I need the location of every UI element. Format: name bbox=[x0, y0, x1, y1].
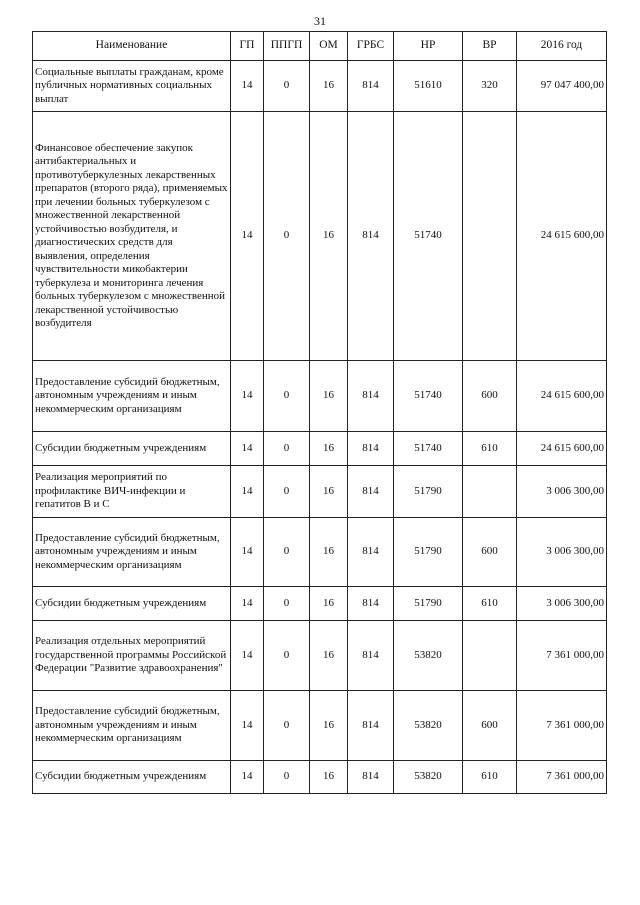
row-om: 16 bbox=[310, 761, 348, 794]
row-nr: 51790 bbox=[394, 466, 463, 518]
row-name: Субсидии бюджетным учреждениям bbox=[33, 587, 231, 621]
row-nr: 51740 bbox=[394, 112, 463, 361]
row-vr: 610 bbox=[463, 432, 517, 466]
table-row bbox=[33, 432, 607, 466]
row-name: Финансовое обеспечение закупок антибактериальных и противотуберкулезных лекарственных препаратов (второго ряда), применяемых при лечении больных туберкулезом с множественной лекарственной устойчивостью возбудителя, и диагностических средств для выявления, определения чувствительности микобактерии туберкулеза и мониторинга лечения больных туберкулезом с множественной лекарственной устойчивостью возбудителя bbox=[33, 112, 231, 361]
row-amount: 24 615 600,00 bbox=[517, 432, 607, 466]
row-ppgp: 0 bbox=[264, 621, 310, 691]
row-nr: 51610 bbox=[394, 61, 463, 112]
row-ppgp: 0 bbox=[264, 466, 310, 518]
col-header-name: Наименование bbox=[33, 32, 231, 61]
row-gp: 14 bbox=[231, 361, 264, 432]
row-vr bbox=[463, 112, 517, 361]
row-vr: 600 bbox=[463, 518, 517, 587]
row-amount: 7 361 000,00 bbox=[517, 761, 607, 794]
row-vr: 610 bbox=[463, 587, 517, 621]
row-ppgp: 0 bbox=[264, 518, 310, 587]
row-om: 16 bbox=[310, 361, 348, 432]
row-name: Предоставление субсидий бюджетным, автономным учреждениям и иным некоммерческим организациям bbox=[33, 691, 231, 761]
row-grbs: 814 bbox=[348, 761, 394, 794]
col-header-ppgp: ППГП bbox=[264, 32, 310, 61]
table-row bbox=[33, 691, 607, 761]
row-name: Предоставление субсидий бюджетным, автономным учреждениям и иным некоммерческим организациям bbox=[33, 518, 231, 587]
row-grbs: 814 bbox=[348, 691, 394, 761]
row-grbs: 814 bbox=[348, 518, 394, 587]
row-amount: 3 006 300,00 bbox=[517, 466, 607, 518]
row-grbs: 814 bbox=[348, 466, 394, 518]
page-number: 31 bbox=[314, 14, 326, 28]
table-row bbox=[33, 61, 607, 112]
row-amount: 7 361 000,00 bbox=[517, 621, 607, 691]
row-name: Предоставление субсидий бюджетным, автономным учреждениям и иным некоммерческим организациям bbox=[33, 361, 231, 432]
row-gp: 14 bbox=[231, 621, 264, 691]
table-row bbox=[33, 587, 607, 621]
row-om: 16 bbox=[310, 466, 348, 518]
row-nr: 51740 bbox=[394, 361, 463, 432]
row-gp: 14 bbox=[231, 587, 264, 621]
row-om: 16 bbox=[310, 587, 348, 621]
row-amount: 7 361 000,00 bbox=[517, 691, 607, 761]
row-om: 16 bbox=[310, 432, 348, 466]
row-name: Субсидии бюджетным учреждениям bbox=[33, 432, 231, 466]
row-ppgp: 0 bbox=[264, 587, 310, 621]
row-name: Реализация мероприятий по профилактике ВИЧ-инфекции и гепатитов В и С bbox=[33, 466, 231, 518]
row-nr: 53820 bbox=[394, 761, 463, 794]
row-amount: 24 615 600,00 bbox=[517, 361, 607, 432]
row-grbs: 814 bbox=[348, 361, 394, 432]
row-vr: 600 bbox=[463, 361, 517, 432]
budget-table bbox=[32, 31, 607, 794]
row-om: 16 bbox=[310, 621, 348, 691]
table-header-row bbox=[33, 32, 607, 61]
row-name: Субсидии бюджетным учреждениям bbox=[33, 761, 231, 794]
table-row bbox=[33, 621, 607, 691]
row-vr: 610 bbox=[463, 761, 517, 794]
row-grbs: 814 bbox=[348, 112, 394, 361]
row-om: 16 bbox=[310, 518, 348, 587]
row-nr: 51790 bbox=[394, 518, 463, 587]
row-grbs: 814 bbox=[348, 621, 394, 691]
row-gp: 14 bbox=[231, 432, 264, 466]
row-gp: 14 bbox=[231, 761, 264, 794]
row-ppgp: 0 bbox=[264, 112, 310, 361]
col-header-om: ОМ bbox=[310, 32, 348, 61]
row-amount: 97 047 400,00 bbox=[517, 61, 607, 112]
row-nr: 53820 bbox=[394, 691, 463, 761]
table-row bbox=[33, 112, 607, 361]
row-ppgp: 0 bbox=[264, 761, 310, 794]
row-vr bbox=[463, 466, 517, 518]
col-header-nr: НР bbox=[394, 32, 463, 61]
row-nr: 51790 bbox=[394, 587, 463, 621]
row-ppgp: 0 bbox=[264, 61, 310, 112]
row-ppgp: 0 bbox=[264, 361, 310, 432]
row-grbs: 814 bbox=[348, 61, 394, 112]
row-name: Социальные выплаты гражданам, кроме публичных нормативных социальных выплат bbox=[33, 61, 231, 112]
row-om: 16 bbox=[310, 112, 348, 361]
table-row bbox=[33, 518, 607, 587]
table-row bbox=[33, 361, 607, 432]
col-header-year: 2016 год bbox=[517, 32, 607, 61]
row-ppgp: 0 bbox=[264, 691, 310, 761]
col-header-vr: ВР bbox=[463, 32, 517, 61]
col-header-grbs: ГРБС bbox=[348, 32, 394, 61]
row-grbs: 814 bbox=[348, 587, 394, 621]
row-nr: 53820 bbox=[394, 621, 463, 691]
row-gp: 14 bbox=[231, 466, 264, 518]
row-nr: 51740 bbox=[394, 432, 463, 466]
row-vr: 320 bbox=[463, 61, 517, 112]
row-amount: 3 006 300,00 bbox=[517, 587, 607, 621]
row-om: 16 bbox=[310, 61, 348, 112]
row-vr bbox=[463, 621, 517, 691]
row-gp: 14 bbox=[231, 61, 264, 112]
table-row bbox=[33, 761, 607, 794]
row-gp: 14 bbox=[231, 691, 264, 761]
row-gp: 14 bbox=[231, 518, 264, 587]
row-amount: 3 006 300,00 bbox=[517, 518, 607, 587]
row-grbs: 814 bbox=[348, 432, 394, 466]
col-header-gp: ГП bbox=[231, 32, 264, 61]
row-vr: 600 bbox=[463, 691, 517, 761]
table-row bbox=[33, 466, 607, 518]
row-ppgp: 0 bbox=[264, 432, 310, 466]
row-name: Реализация отдельных мероприятий государственной программы Российской Федерации "Развитие здравоохранения" bbox=[33, 621, 231, 691]
row-gp: 14 bbox=[231, 112, 264, 361]
row-amount: 24 615 600,00 bbox=[517, 112, 607, 361]
row-om: 16 bbox=[310, 691, 348, 761]
